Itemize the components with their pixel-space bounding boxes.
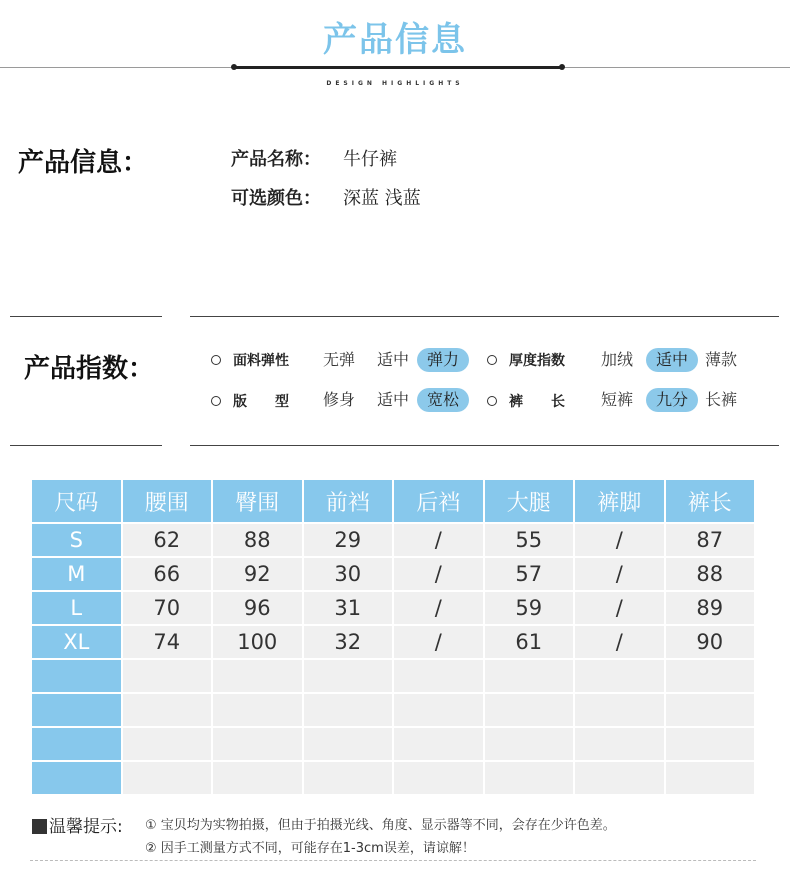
table-cell: / — [575, 626, 664, 658]
size-cell: S — [32, 524, 121, 556]
table-row — [32, 524, 754, 556]
thigh-header: 大腿 — [485, 480, 574, 522]
size-cell — [32, 694, 121, 726]
product-name-key: 产品名称： — [231, 149, 321, 170]
table-cell — [666, 728, 755, 760]
back-rise-header: 后裆 — [394, 480, 483, 522]
table-cell — [213, 660, 302, 692]
table-cell — [575, 762, 664, 794]
divider-left-bottom — [10, 445, 162, 446]
divider-right-top — [190, 316, 779, 317]
option-elasticity-2-selected: 弹力 — [417, 348, 469, 372]
size-cell: M — [32, 558, 121, 590]
bullet-circle-icon — [487, 396, 497, 406]
waist-header: 腰围 — [123, 480, 212, 522]
option-thickness-1-selected: 适中 — [646, 348, 698, 372]
leg-opening-header: 裤脚 — [575, 480, 664, 522]
table-cell — [666, 762, 755, 794]
table-cell — [575, 660, 664, 692]
table-cell: 87 — [666, 524, 755, 556]
table-cell: 29 — [304, 524, 393, 556]
table-cell — [304, 728, 393, 760]
table-cell — [485, 660, 574, 692]
table-cell: 74 — [123, 626, 212, 658]
page-subtitle: DESIGN HIGHLIGHTS — [326, 80, 464, 87]
table-cell: 88 — [213, 524, 302, 556]
option-length-0: 短裤 — [600, 390, 633, 409]
table-cell: 32 — [304, 626, 393, 658]
option-thickness-0: 加绒 — [600, 350, 633, 369]
square-bullet-icon — [32, 819, 47, 834]
tips-label-text: 温馨提示: — [49, 817, 123, 837]
table-cell: 31 — [304, 592, 393, 624]
table-row — [32, 660, 754, 692]
table-cell: 57 — [485, 558, 574, 590]
table-row — [32, 626, 754, 658]
table-cell: / — [575, 592, 664, 624]
accent-dot-left — [231, 64, 237, 70]
table-cell — [123, 694, 212, 726]
bottom-divider — [30, 860, 756, 861]
color-value: 深蓝 浅蓝 — [343, 188, 421, 209]
hip-header: 臀围 — [213, 480, 302, 522]
table-cell: 59 — [485, 592, 574, 624]
size-cell — [32, 728, 121, 760]
table-cell: 66 — [123, 558, 212, 590]
tip-item-2: ② 因手工测量方式不同，可能存在1-3cm误差，请谅解！ — [145, 841, 475, 856]
option-elasticity-0: 无弹 — [322, 350, 355, 369]
table-cell — [394, 762, 483, 794]
size-cell — [32, 660, 121, 692]
table-cell — [485, 728, 574, 760]
option-thickness-2: 薄款 — [704, 350, 737, 369]
table-cell — [213, 728, 302, 760]
table-row — [32, 592, 754, 624]
page-title: 产品信息 — [323, 20, 467, 60]
tip-item-1: ① 宝贝均为实物拍摄，但由于拍摄光线、角度、显示器等不同，会存在少许色差。 — [145, 818, 616, 833]
table-cell — [575, 694, 664, 726]
table-cell: / — [394, 524, 483, 556]
size-cell — [32, 762, 121, 794]
table-cell — [304, 660, 393, 692]
table-cell — [394, 660, 483, 692]
table-cell: / — [394, 592, 483, 624]
bullet-circle-icon — [211, 396, 221, 406]
header-accent-line — [234, 66, 562, 69]
divider-right-bottom — [190, 445, 779, 446]
table-cell — [123, 762, 212, 794]
table-cell: 89 — [666, 592, 755, 624]
table-cell — [213, 762, 302, 794]
product-name-value: 牛仔裤 — [343, 149, 397, 170]
option-fit-1: 适中 — [376, 390, 409, 409]
table-cell: / — [575, 558, 664, 590]
table-cell — [394, 728, 483, 760]
table-row — [32, 728, 754, 760]
table-cell — [123, 660, 212, 692]
table-cell: 90 — [666, 626, 755, 658]
front-rise-header: 前裆 — [304, 480, 393, 522]
table-cell — [575, 728, 664, 760]
size-table — [30, 478, 756, 796]
table-cell — [123, 728, 212, 760]
index-name-length: 裤 长 — [509, 394, 565, 410]
table-cell — [485, 762, 574, 794]
table-cell: / — [394, 558, 483, 590]
table-cell — [304, 694, 393, 726]
option-fit-0: 修身 — [322, 390, 355, 409]
option-fit-2-selected: 宽松 — [417, 388, 469, 412]
length-header: 裤长 — [666, 480, 755, 522]
divider-left-top — [10, 316, 162, 317]
tips-label — [32, 812, 123, 837]
table-cell: 92 — [213, 558, 302, 590]
table-cell — [213, 694, 302, 726]
size-table-header-row — [32, 480, 754, 522]
table-cell — [485, 694, 574, 726]
table-cell: 61 — [485, 626, 574, 658]
option-length-1-selected: 九分 — [646, 388, 698, 412]
bullet-circle-icon — [211, 355, 221, 365]
accent-dot-right — [559, 64, 565, 70]
table-cell — [304, 762, 393, 794]
size-cell: L — [32, 592, 121, 624]
index-name-fit: 版 型 — [233, 394, 289, 410]
table-cell: 88 — [666, 558, 755, 590]
table-cell: 55 — [485, 524, 574, 556]
table-row — [32, 558, 754, 590]
table-cell — [666, 694, 755, 726]
option-length-2: 长裤 — [704, 390, 737, 409]
index-section-label: 产品指数： — [24, 354, 155, 384]
index-name-thickness: 厚度指数 — [509, 353, 565, 369]
table-cell: 62 — [123, 524, 212, 556]
info-section-label: 产品信息： — [18, 148, 149, 178]
table-cell: 70 — [123, 592, 212, 624]
table-cell: 100 — [213, 626, 302, 658]
table-cell — [394, 694, 483, 726]
table-row — [32, 694, 754, 726]
table-cell: 30 — [304, 558, 393, 590]
size-header: 尺码 — [32, 480, 121, 522]
table-cell: / — [575, 524, 664, 556]
option-elasticity-1: 适中 — [376, 350, 409, 369]
index-name-elasticity: 面料弹性 — [233, 353, 289, 369]
table-row — [32, 762, 754, 794]
size-cell: XL — [32, 626, 121, 658]
bullet-circle-icon — [487, 355, 497, 365]
table-cell: 96 — [213, 592, 302, 624]
table-cell: / — [394, 626, 483, 658]
table-cell — [666, 660, 755, 692]
color-key: 可选颜色： — [231, 188, 321, 209]
